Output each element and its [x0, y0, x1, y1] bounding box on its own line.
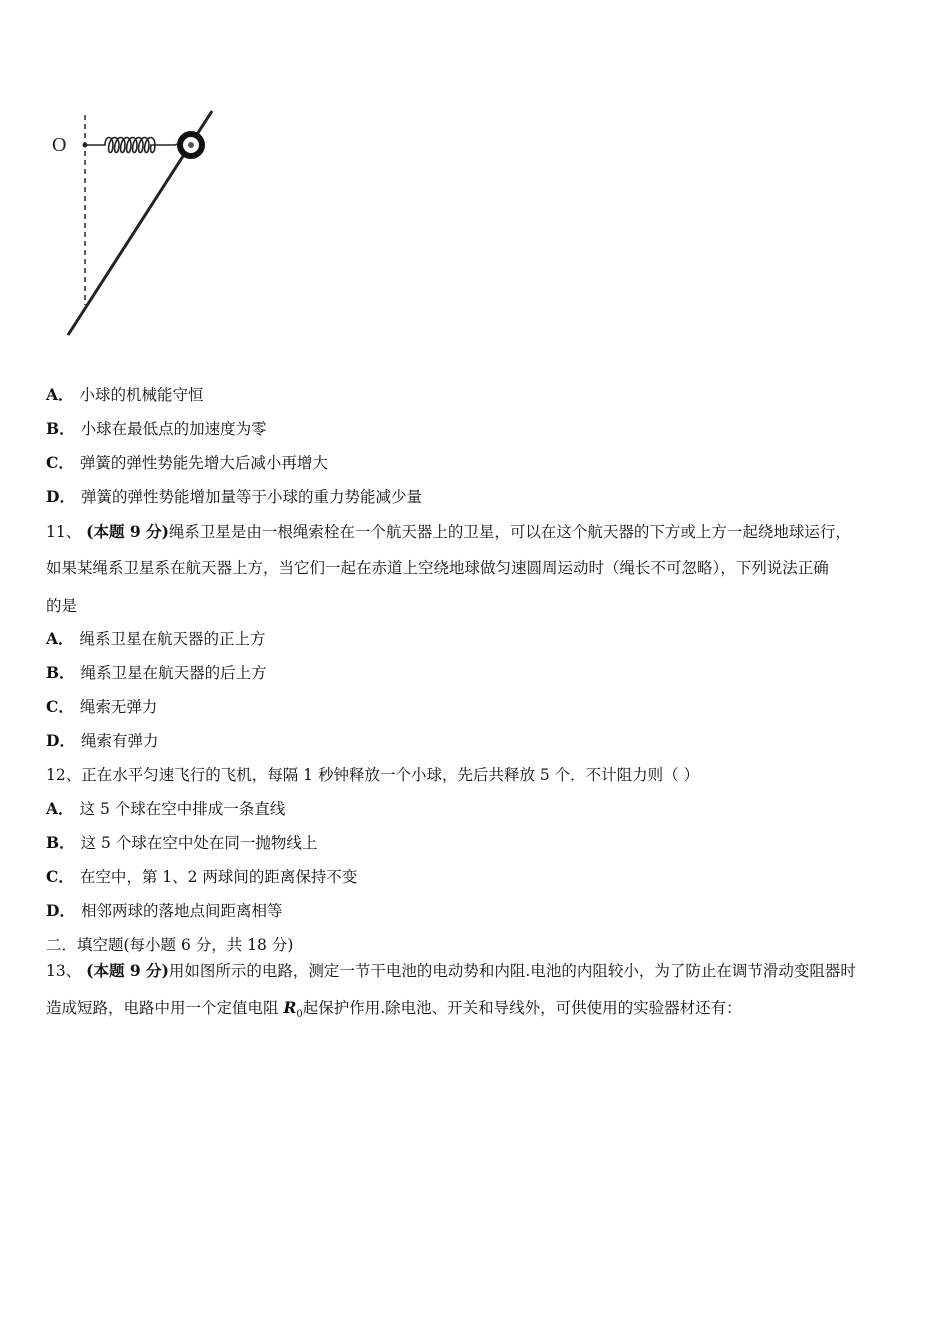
stem-text: 起保护作用.除电池、开关和导线外，可供使用的实验器材还有： — [302, 999, 742, 1017]
option-letter: C． — [46, 453, 74, 472]
option-letter: B． — [46, 833, 75, 852]
question-number: 12、 — [46, 766, 82, 784]
stem-text: 绳系卫星是由一根绳索栓在一个航天器上的卫星，可以在这个航天器的下方或上方一起绕地球运行， — [168, 523, 851, 541]
question-number: 13、 — [46, 962, 82, 980]
q11-option-b — [46, 662, 267, 684]
option-text: 绳索无弹力 — [79, 698, 158, 716]
q10-option-d — [46, 486, 422, 508]
resistor-subscript: 0 — [296, 1009, 303, 1021]
option-text: 这 5 个球在空中排成一条直线 — [79, 800, 286, 818]
stem-text: 造成短路，电路中用一个定值电阻 — [46, 999, 284, 1017]
option-text: 相邻两球的落地点间距离相等 — [80, 902, 283, 920]
question-tag: (本题 9 分) — [86, 961, 169, 980]
origin-label: O — [52, 134, 67, 156]
option-letter: A． — [46, 799, 74, 818]
q13-stem-line2 — [46, 997, 742, 1026]
ball-center — [188, 142, 194, 148]
option-text: 小球在最低点的加速度为零 — [80, 420, 267, 438]
section-heading: 二．填空题(每小题 6 分，共 18 分) — [46, 936, 294, 954]
option-text: 绳系卫星在航天器的正上方 — [79, 630, 266, 648]
q11-stem-line3: 的是 — [46, 597, 78, 615]
option-letter: D． — [46, 487, 75, 506]
q12-option-d — [46, 900, 282, 922]
option-text: 小球的机械能守恒 — [79, 386, 204, 404]
q10-option-b — [46, 418, 267, 440]
q12-option-b — [46, 832, 317, 854]
q11-stem-line1 — [46, 521, 851, 543]
option-letter: B． — [46, 663, 75, 682]
q11-option-a — [46, 628, 266, 650]
option-text: 这 5 个球在空中处在同一抛物线上 — [80, 834, 318, 852]
option-text: 弹簧的弹性势能先增大后减小再增大 — [79, 454, 328, 472]
q11-stem-line2: 如果某绳系卫星系在航天器上方，当它们一起在赤道上空绕地球做匀速圆周运动时（绳长不可忽略），下列说法正确 — [46, 559, 829, 577]
resistor-symbol: R — [283, 998, 297, 1017]
q12-option-a — [46, 798, 285, 820]
option-letter: C． — [46, 697, 74, 716]
q13-stem-line1 — [46, 960, 856, 982]
spring-coil — [85, 138, 182, 153]
option-letter: D． — [46, 731, 75, 750]
spring-ball-figure — [50, 105, 230, 345]
option-text: 绳索有弹力 — [80, 732, 159, 750]
option-letter: A． — [46, 629, 74, 648]
option-letter: C． — [46, 867, 74, 886]
option-text: 弹簧的弹性势能增加量等于小球的重力势能减少量 — [80, 488, 422, 506]
question-number: 11、 — [46, 523, 82, 541]
question-tag: (本题 9 分) — [86, 522, 169, 541]
q12-option-c — [46, 866, 357, 888]
q11-option-d — [46, 730, 158, 752]
q10-option-a — [46, 384, 204, 406]
q10-option-c — [46, 452, 328, 474]
option-letter: A． — [46, 385, 74, 404]
option-letter: B． — [46, 419, 75, 438]
option-letter: D． — [46, 901, 75, 920]
option-text: 在空中，第 1、2 两球间的距离保持不变 — [79, 868, 358, 886]
stem-text: 用如图所示的电路，测定一节干电池的电动势和内阻.电池的内阻较小，为了防止在调节滑动变阻器时 — [168, 962, 856, 980]
option-text: 绳系卫星在航天器的后上方 — [80, 664, 267, 682]
q12-stem — [46, 764, 699, 786]
stem-text: 正在水平匀速飞行的飞机，每隔 1 秒钟释放一个小球，先后共释放 5 个．不计阻力则（ ） — [81, 766, 700, 784]
q11-option-c — [46, 696, 157, 718]
